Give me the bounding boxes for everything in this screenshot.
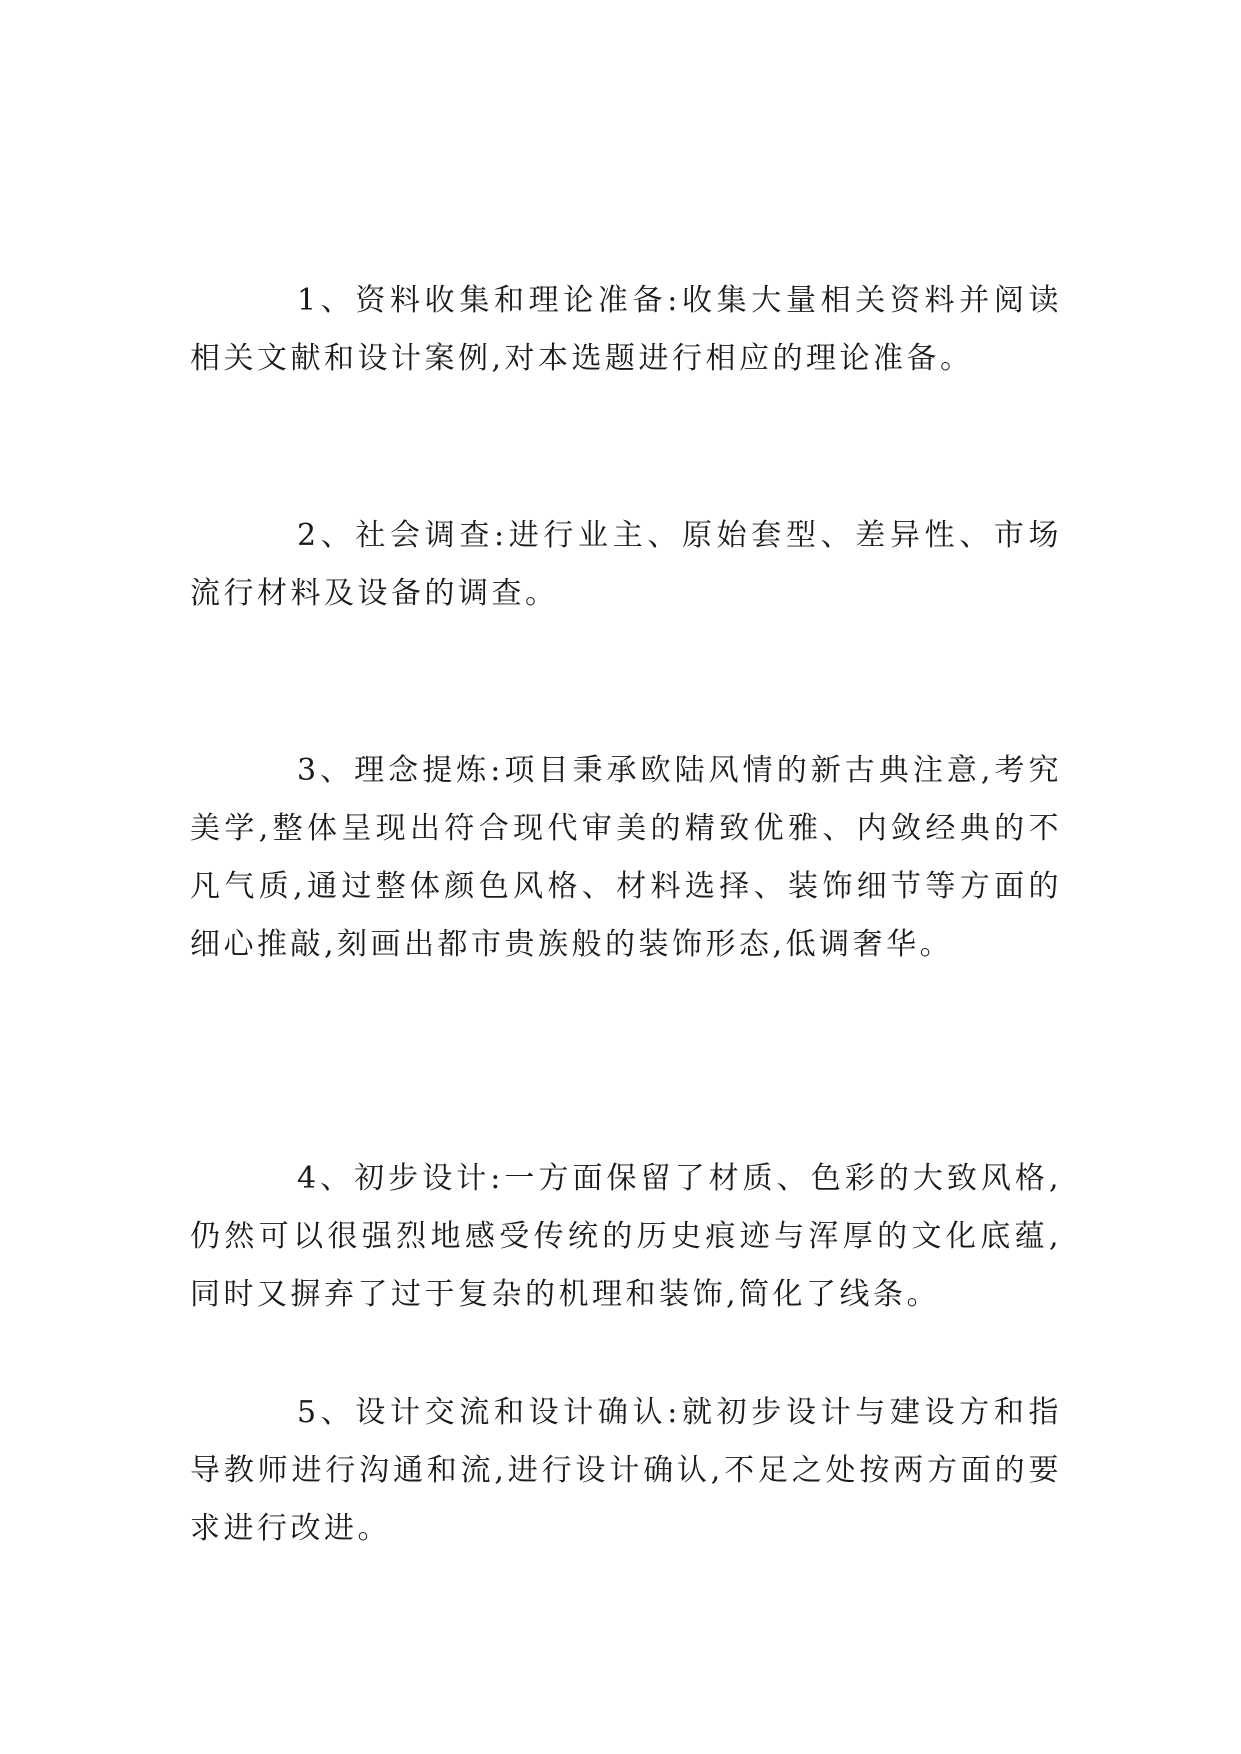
- paragraph-concept-refinement: 3、理念提炼:项目秉承欧陆风情的新古典注意,考究美学,整体呈现出符合现代审美的精致优雅、内敛经典的不凡气质,通过整体颜色风格、材料选择、装饰细节等方面的细心推敲,刻画出都市贵族般的装饰形态,低调奢华。: [190, 753, 1062, 962]
- paragraph-design-confirmation: 5、设计交流和设计确认:就初步设计与建设方和指导教师进行沟通和流,进行设计确认,不足之处按两方面的要求进行改进。: [190, 1395, 1062, 1546]
- paragraph-preliminary-design: 4、初步设计:一方面保留了材质、色彩的大致风格,仍然可以很强烈地感受传统的历史痕迹与浑厚的文化底蕴,同时又摒弃了过于复杂的机理和装饰,简化了线条。: [190, 1161, 1062, 1312]
- paragraph-social-survey: 2、社会调查:进行业主、原始套型、差异性、市场流行材料及设备的调查。: [190, 518, 1062, 611]
- paragraph-material-collection: 1、资料收集和理论准备:收集大量相关资料并阅读相关文献和设计案例,对本选题进行相应的理论准备。: [190, 283, 1062, 376]
